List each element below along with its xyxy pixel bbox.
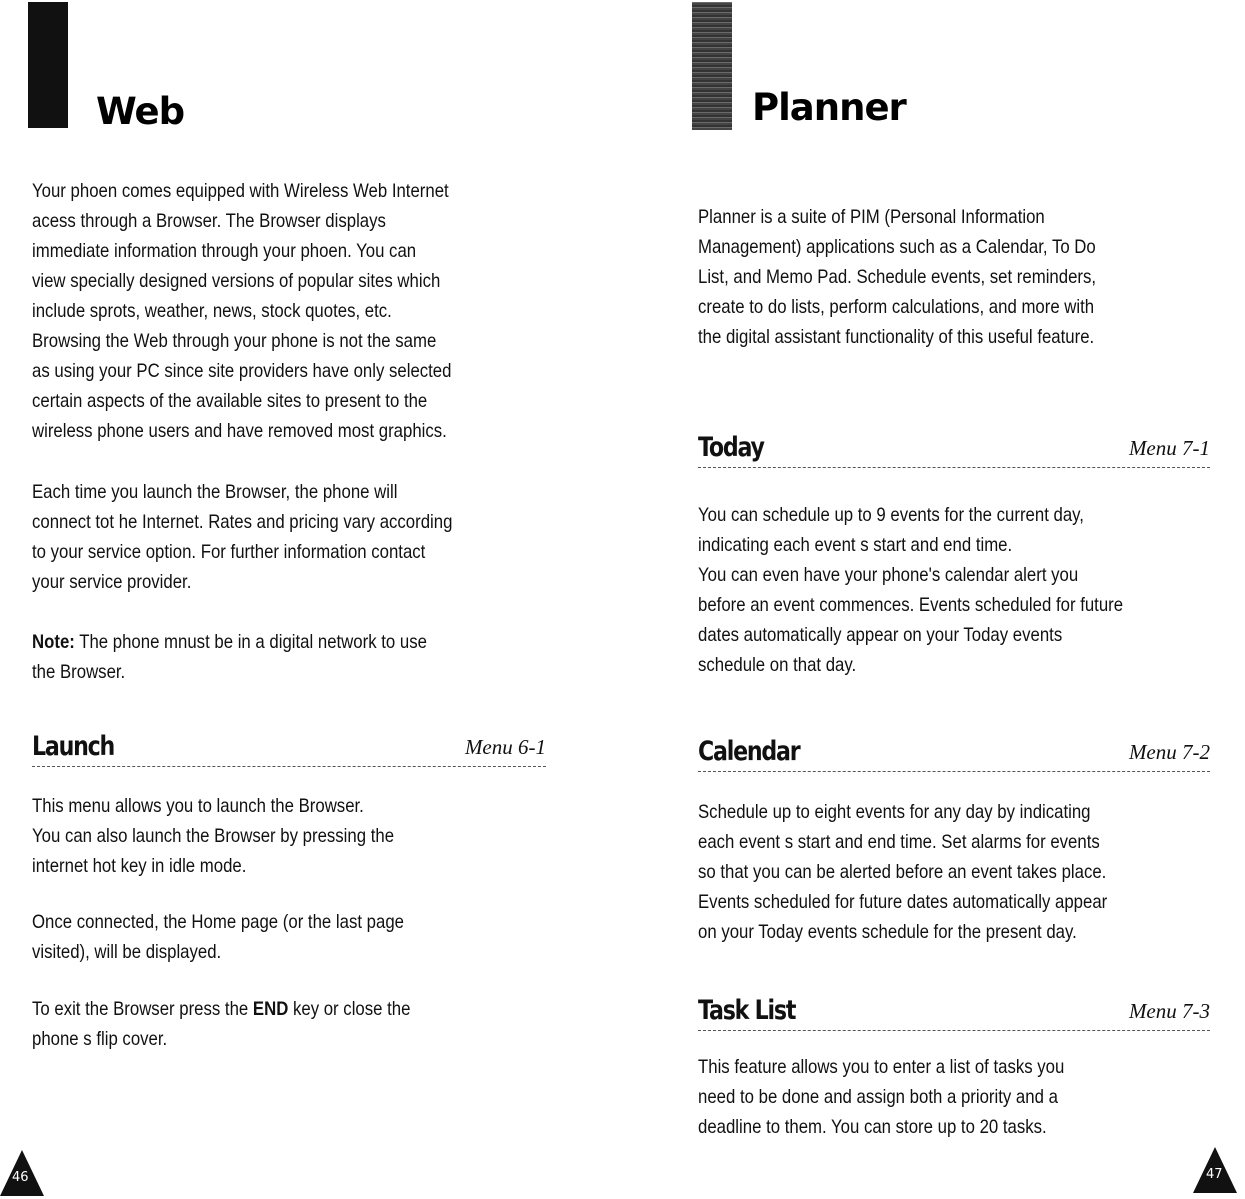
text-line: include sprots, weather, news, stock quotes, etc. [32,300,392,322]
text-line: need to be done and assign both a priority and a [698,1086,1058,1108]
text-line: Schedule up to eight events for any day by indicating [698,801,1091,823]
launch-text-b [32,907,404,967]
text-line: each event s start and end time. Set alarms for events [698,831,1100,853]
text-line: deadline to them. You can store up to 20 tasks. [698,1116,1047,1138]
chapter-bar [28,2,68,128]
text-line: Management) applications such as a Calendar, To Do [698,236,1096,258]
text-line: immediate information through your phoen. You can [32,240,417,262]
menu-number: Menu 6-1 [464,735,546,759]
text-line: List, and Memo Pad. Schedule events, set reminders, [698,266,1097,288]
text-line: internet hot key in idle mode. [32,855,247,877]
text-line: dates automatically appear on your Today events [698,624,1063,646]
text-line: This menu allows you to launch the Browser. [32,795,364,817]
text-line: schedule on that day. [698,654,857,676]
right-page [622,0,1245,1199]
text-line: phone s flip cover. [32,1028,168,1050]
text-line: so that you can be alerted before an event takes place. [698,861,1107,883]
text-line: certain aspects of the available sites to present to the [32,390,428,412]
left-page [0,0,620,1199]
text-line: before an event commences. Events scheduled for future [698,594,1124,616]
note-line [32,627,427,657]
exit-text-pre: To exit the Browser press the [32,998,253,1020]
section-header-calendar [698,725,1210,772]
text-line: You can schedule up to 9 events for the current day, [698,504,1084,526]
text-line: your service provider. [32,571,192,593]
text-line: wireless phone users and have removed most graphics. [32,420,447,442]
text-line: Events scheduled for future dates automatically appear [698,891,1108,913]
menu-number: Menu 7-1 [1128,436,1210,460]
text-line: Your phoen comes equipped with Wireless Web Internet [32,180,449,202]
chapter-bar [692,2,732,130]
text-line: Each time you launch the Browser, the phone will [32,481,398,503]
text-line: You can also launch the Browser by pressing the [32,825,395,847]
section-title: Launch [32,731,115,762]
text-line: the Browser. [32,661,126,683]
note-label: Note: [32,631,75,653]
text-line: the digital assistant functionality of this useful feature. [698,326,1095,348]
text-line: acess through a Browser. The Browser displays [32,210,386,232]
text-line: Once connected, the Home page (or the last page [32,911,404,933]
task-list-text [698,1052,1064,1142]
web-note [32,627,427,687]
text-line: to your service option. For further information contact [32,541,426,563]
launch-text-a [32,791,394,881]
text-line: This feature allows you to enter a list of tasks you [698,1056,1065,1078]
exit-line [32,994,410,1024]
section-title: Task List [698,995,796,1026]
section-header-launch [32,720,546,767]
text-line: view specially designed versions of popular sites which [32,270,441,292]
text-line: connect tot he Internet. Rates and pricing vary according [32,511,453,533]
text-line: Browsing the Web through your phone is not the same [32,330,437,352]
text-line: Planner is a suite of PIM (Personal Information [698,206,1045,228]
end-key-label: END [252,998,289,1020]
page-number: 47 [1206,1167,1223,1182]
web-paragraph-2 [32,477,452,597]
text-line: You can even have your phone's calendar alert you [698,564,1079,586]
exit-text-post: key or close the [288,998,411,1020]
text-line: visited), will be displayed. [32,941,222,963]
menu-number: Menu 7-2 [1128,740,1210,764]
launch-text-exit [32,994,410,1054]
planner-intro [698,202,1096,352]
web-intro [32,176,451,446]
section-title: Today [698,432,764,463]
menu-number: Menu 7-3 [1128,999,1210,1023]
text-line: as using your PC since site providers have only selected [32,360,452,382]
page-number: 46 [12,1170,29,1185]
chapter-title-planner: Planner [752,86,906,129]
section-header-task-list [698,984,1210,1031]
note-text: The phone mnust be in a digital network to use [74,631,427,653]
text-line: on your Today events schedule for the present day. [698,921,1077,943]
text-line: indicating each event s start and end time. [698,534,1013,556]
calendar-text [698,797,1107,947]
text-line: create to do lists, perform calculations, and more with [698,296,1095,318]
chapter-title-web: Web [96,90,185,133]
today-text [698,500,1123,680]
section-title: Calendar [698,736,800,767]
section-header-today [698,421,1210,468]
